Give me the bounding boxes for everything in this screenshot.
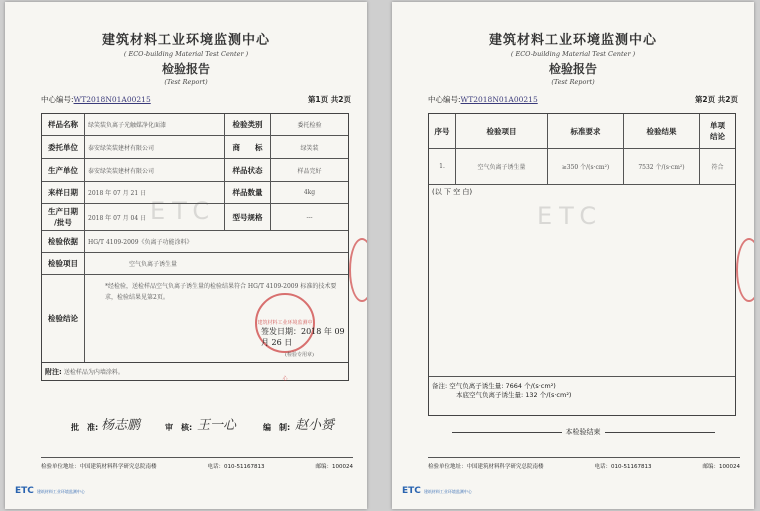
conclusion-text: *经检验，送检样品空气负离子诱生量的检验结果符合 HG/T 4109-2009 标准的技术要求，检验结果见第2页。: [105, 283, 337, 301]
client-label: 委托单位: [48, 142, 78, 152]
code-value: WT2018N01A00215: [460, 95, 538, 104]
sample-state-label: 样品状态: [224, 159, 270, 181]
page-number: 第2页 共2页: [694, 95, 738, 104]
code-line: [428, 94, 738, 105]
sample-date-label: 来样日期: [48, 188, 78, 197]
model-label: 型号规格: [224, 204, 270, 230]
footer-address: 检验单位地址：中国建筑材料科学研究总院南楼: [428, 464, 544, 470]
code-line: [41, 94, 351, 105]
review-label: 审 核:: [165, 423, 193, 432]
cell-no: 1.: [439, 163, 445, 170]
logo-mark: ETC: [15, 486, 34, 496]
footer: [428, 457, 740, 470]
report-title: 检验报告: [161, 62, 210, 76]
cell-item: 空气负离子诱生量: [455, 149, 547, 184]
table-row: [42, 114, 348, 135]
sample-name-label: 样品名称: [48, 120, 78, 129]
trademark-value: 绿笑装: [270, 136, 348, 158]
approve-signature: 杨志鹏: [101, 418, 141, 433]
seam-stamp: [349, 238, 367, 302]
basis-label: 检验依据: [48, 237, 78, 246]
table-row: [42, 181, 348, 203]
table-row: [429, 148, 735, 184]
table-row: [42, 135, 348, 158]
footer-post: 邮编：100024: [702, 464, 740, 470]
table-row: [42, 230, 348, 252]
prod-date-value: 2018 年 07 月 04 日: [84, 204, 224, 230]
item-value: 空气负离子诱生量: [84, 253, 348, 274]
remark-value: 送检样品为内墙涂料。: [63, 369, 124, 376]
footer: [41, 457, 353, 470]
conclusion-label: 检验结论: [48, 314, 78, 323]
producer-label: 生产单位: [48, 165, 78, 175]
sample-state-value: 样品完好: [270, 159, 348, 181]
quantity-value: 4kg: [270, 182, 348, 203]
quantity-label: 样品数量: [224, 182, 270, 203]
prod-date-label: 生产日期 /批号: [48, 207, 78, 227]
end-of-report: 本检验结束: [428, 427, 738, 437]
cell-result: 7532 个/(s·cm²): [623, 149, 699, 184]
report-page-1: [5, 2, 367, 509]
cell-conclusion: 符合: [699, 149, 735, 184]
remark-cell: [42, 363, 348, 380]
footer-phone: 电话：010-51167813: [207, 464, 265, 470]
org-title-en: ( ECO-building Material Test Center ): [123, 50, 249, 58]
logo-text: 建筑材料工业环境监测中心: [423, 488, 472, 494]
org-title-en: ( ECO-building Material Test Center ): [510, 50, 636, 58]
report-title-en: (Test Report): [164, 78, 208, 86]
org-title: 建筑材料工业环境监测中心: [101, 33, 270, 48]
category-label: 检验类别: [224, 114, 270, 135]
model-value: ---: [270, 204, 348, 230]
blank-note: (以 下 空 白): [432, 188, 473, 196]
report-title-en: (Test Report): [551, 78, 595, 86]
org-title: 建筑材料工业环境监测中心: [488, 33, 657, 48]
table-header-row: [429, 114, 735, 148]
results-table: [428, 113, 736, 416]
table-row: [42, 203, 348, 230]
page-number: 第1页 共2页: [307, 95, 351, 104]
col-header-standard: 标准要求: [547, 114, 623, 148]
etc-logo: [402, 486, 472, 496]
report-title: 检验报告: [548, 62, 597, 76]
footer-address: 检验单位地址：中国建筑材料科学研究总院南楼: [41, 464, 157, 470]
blank-row: [429, 184, 735, 376]
logo-mark: ETC: [402, 486, 421, 496]
item-label: 检验项目: [48, 259, 78, 268]
inspection-stamp: 建筑材料工业环境监测中心: [255, 293, 315, 353]
note-line-2: 本底空气负离子诱生量: 132 个/(s·cm²): [456, 391, 572, 399]
code-label: 中心编号:: [428, 95, 461, 104]
col-header-conclusion: 单项 结论: [699, 114, 735, 148]
sample-date-value: 2018 年 07 月 21 日: [84, 182, 224, 203]
code-label: 中心编号:: [41, 95, 74, 104]
col-header-item: 检验项目: [455, 114, 547, 148]
table-row: [42, 158, 348, 181]
note-line-1: 备注: 空气负离子诱生量: 7664 个/(s·cm²): [432, 382, 556, 390]
note-row: [429, 376, 735, 414]
issue-date: 签发日期：2018 年 09 月 26 日: [261, 327, 345, 347]
sample-name-value: 绿笑装负离子光触媒净化面漆: [84, 114, 224, 135]
col-header-result: 检验结果: [623, 114, 699, 148]
footer-phone: 电话：010-51167813: [594, 464, 652, 470]
edit-label: 编 制:: [263, 423, 291, 432]
watermark: ETC: [150, 197, 217, 225]
etc-logo: [15, 486, 85, 496]
table-row: [42, 362, 348, 380]
basis-value: HG/T 4109-2009《负离子功能涂料》: [84, 231, 348, 252]
cell-standard: ≥350 个/(s·cm²): [547, 149, 623, 184]
category-value: 委托检验: [270, 114, 348, 135]
stamp-note: (检验专用章): [285, 352, 314, 358]
footer-post: 邮编：100024: [315, 464, 353, 470]
trademark-label: 商 标: [224, 136, 270, 158]
remark-label: 附注:: [45, 367, 62, 376]
code-value: WT2018N01A00215: [73, 95, 151, 104]
logo-text: 建筑材料工业环境监测中心: [36, 488, 85, 494]
client-value: 泰安绿笑装建材有限公司: [84, 136, 224, 158]
review-signature: 王一心: [197, 418, 237, 433]
col-header-no: 序号: [434, 126, 450, 136]
producer-value: 泰安绿笑装建材有限公司: [84, 159, 224, 181]
seam-stamp: [736, 238, 754, 302]
report-page-2: [392, 2, 754, 509]
table-row: [42, 252, 348, 274]
approve-label: 批 准:: [71, 423, 99, 432]
watermark: ETC: [537, 202, 604, 230]
edit-signature: 赵小赟: [295, 418, 335, 433]
info-table: [41, 113, 349, 381]
